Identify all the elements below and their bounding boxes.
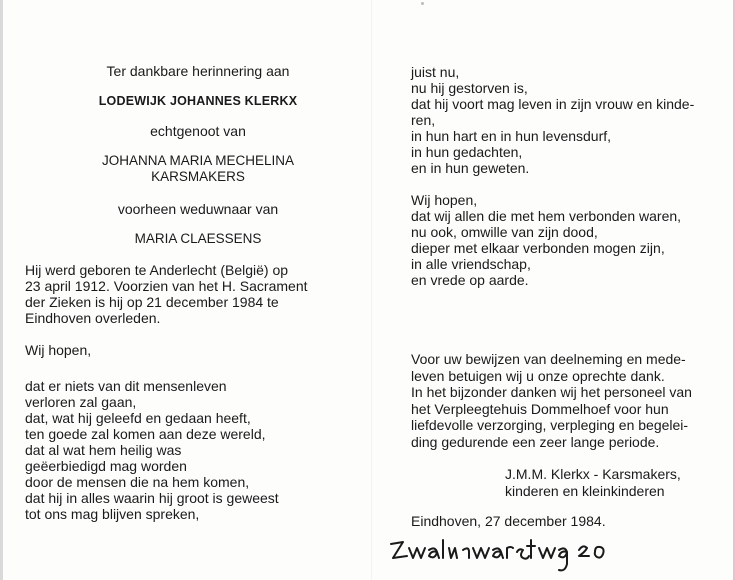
hope-heading: Wij hopen, [25,342,92,358]
poem-line: dat, wat hij geleefd en gedaan heeft, [25,410,251,426]
poem-line: tot ons mag blijven spreken, [25,506,200,522]
right-poem [411,64,711,176]
poem-line: dat al wat hem heilig was [25,442,182,458]
bio-line: Eindhoven overleden. [25,310,161,326]
poem-line: verloren zal gaan, [25,394,137,410]
thanks-line: liefdevolle verzorging, verpleging en begelei- [411,417,689,433]
biography-paragraph [25,262,371,326]
left-poem [25,378,371,522]
right-poem-second [411,192,711,288]
place-and-date: Eindhoven, 27 december 1984. [411,513,606,529]
spouse-name-line: JOHANNA MARIA MECHELINA [101,153,295,168]
signature-line: J.M.M. Klerkx - Karsmakers, [505,466,681,482]
poem-line: in hun hart en in hun levensdurf, [411,128,612,144]
spouse-name [25,153,371,185]
poem-line: en vrede op aarde. [411,272,529,288]
poem-line: nu hij gestorven is, [411,80,528,96]
poem-line: en in hun geweten. [411,160,530,176]
widower-label: voorheen weduwnaar van [117,201,279,217]
poem-line: dat hij in alles waarin hij groot is geweest [25,490,279,506]
thanks-paragraph [411,351,703,450]
spouse-name-line: KARSMAKERS [151,169,245,184]
former-wife-name: MARIA CLAESSENS [134,231,262,246]
poem-line: Wij hopen, [411,192,478,208]
handwritten-annotation [383,532,623,572]
thanks-line: Voor uw bewijzen van deelneming en mede- [411,351,686,367]
thanks-line: In het bijzonder danken wij het personeel van [411,384,692,400]
poem-line: ten goede zal komen aan deze wereld, [25,426,266,442]
poem-line: ren, [411,112,436,128]
bio-line: 23 april 1912. Voorzien van het H. Sacrament [25,278,308,294]
thanks-line: ding gedurende een zeer lange periode. [411,433,660,450]
signature-line: kinderen en kleinkinderen [505,482,665,499]
poem-line: in alle vriendschap, [411,256,531,272]
poem-line: door de mensen die na hem komen, [25,474,250,490]
intro-text: Ter dankbare herinnering aan [106,63,290,79]
card-fold [371,0,372,580]
poem-line: dat hij voort mag leven in zijn vrouw en kinde- [411,96,695,112]
left-column [25,60,371,522]
poem-line: geëerbiedigd mag worden [25,458,187,474]
right-column [411,64,711,288]
poem-line: dat wij allen die met hem verbonden waren, [411,208,682,224]
bio-line: der Zieken is hij op 21 december 1984 te [25,294,279,310]
thanks-line: leven betuigen wij u onze oprechte dank. [411,367,665,384]
poem-line: in hun gedachten, [411,144,523,160]
deceased-name: LODEWIJK JOHANNES KLERKX [98,94,298,108]
poem-line: juist nu, [411,64,460,80]
spouse-label: echtgenoot van [150,123,246,139]
poem-line: dieper met elkaar verbonden mogen zijn, [411,240,665,256]
family-signature [505,466,681,499]
thanks-line: het Verpleegtehuis Dommelhoef voor hun [411,400,669,417]
poem-line: dat er niets van dit mensenleven [25,378,227,394]
poem-line: nu ook, omwille van zijn dood, [411,224,598,240]
bio-line: Hij werd geboren te Anderlecht (België) op [25,262,289,278]
scan-speck [421,2,424,5]
